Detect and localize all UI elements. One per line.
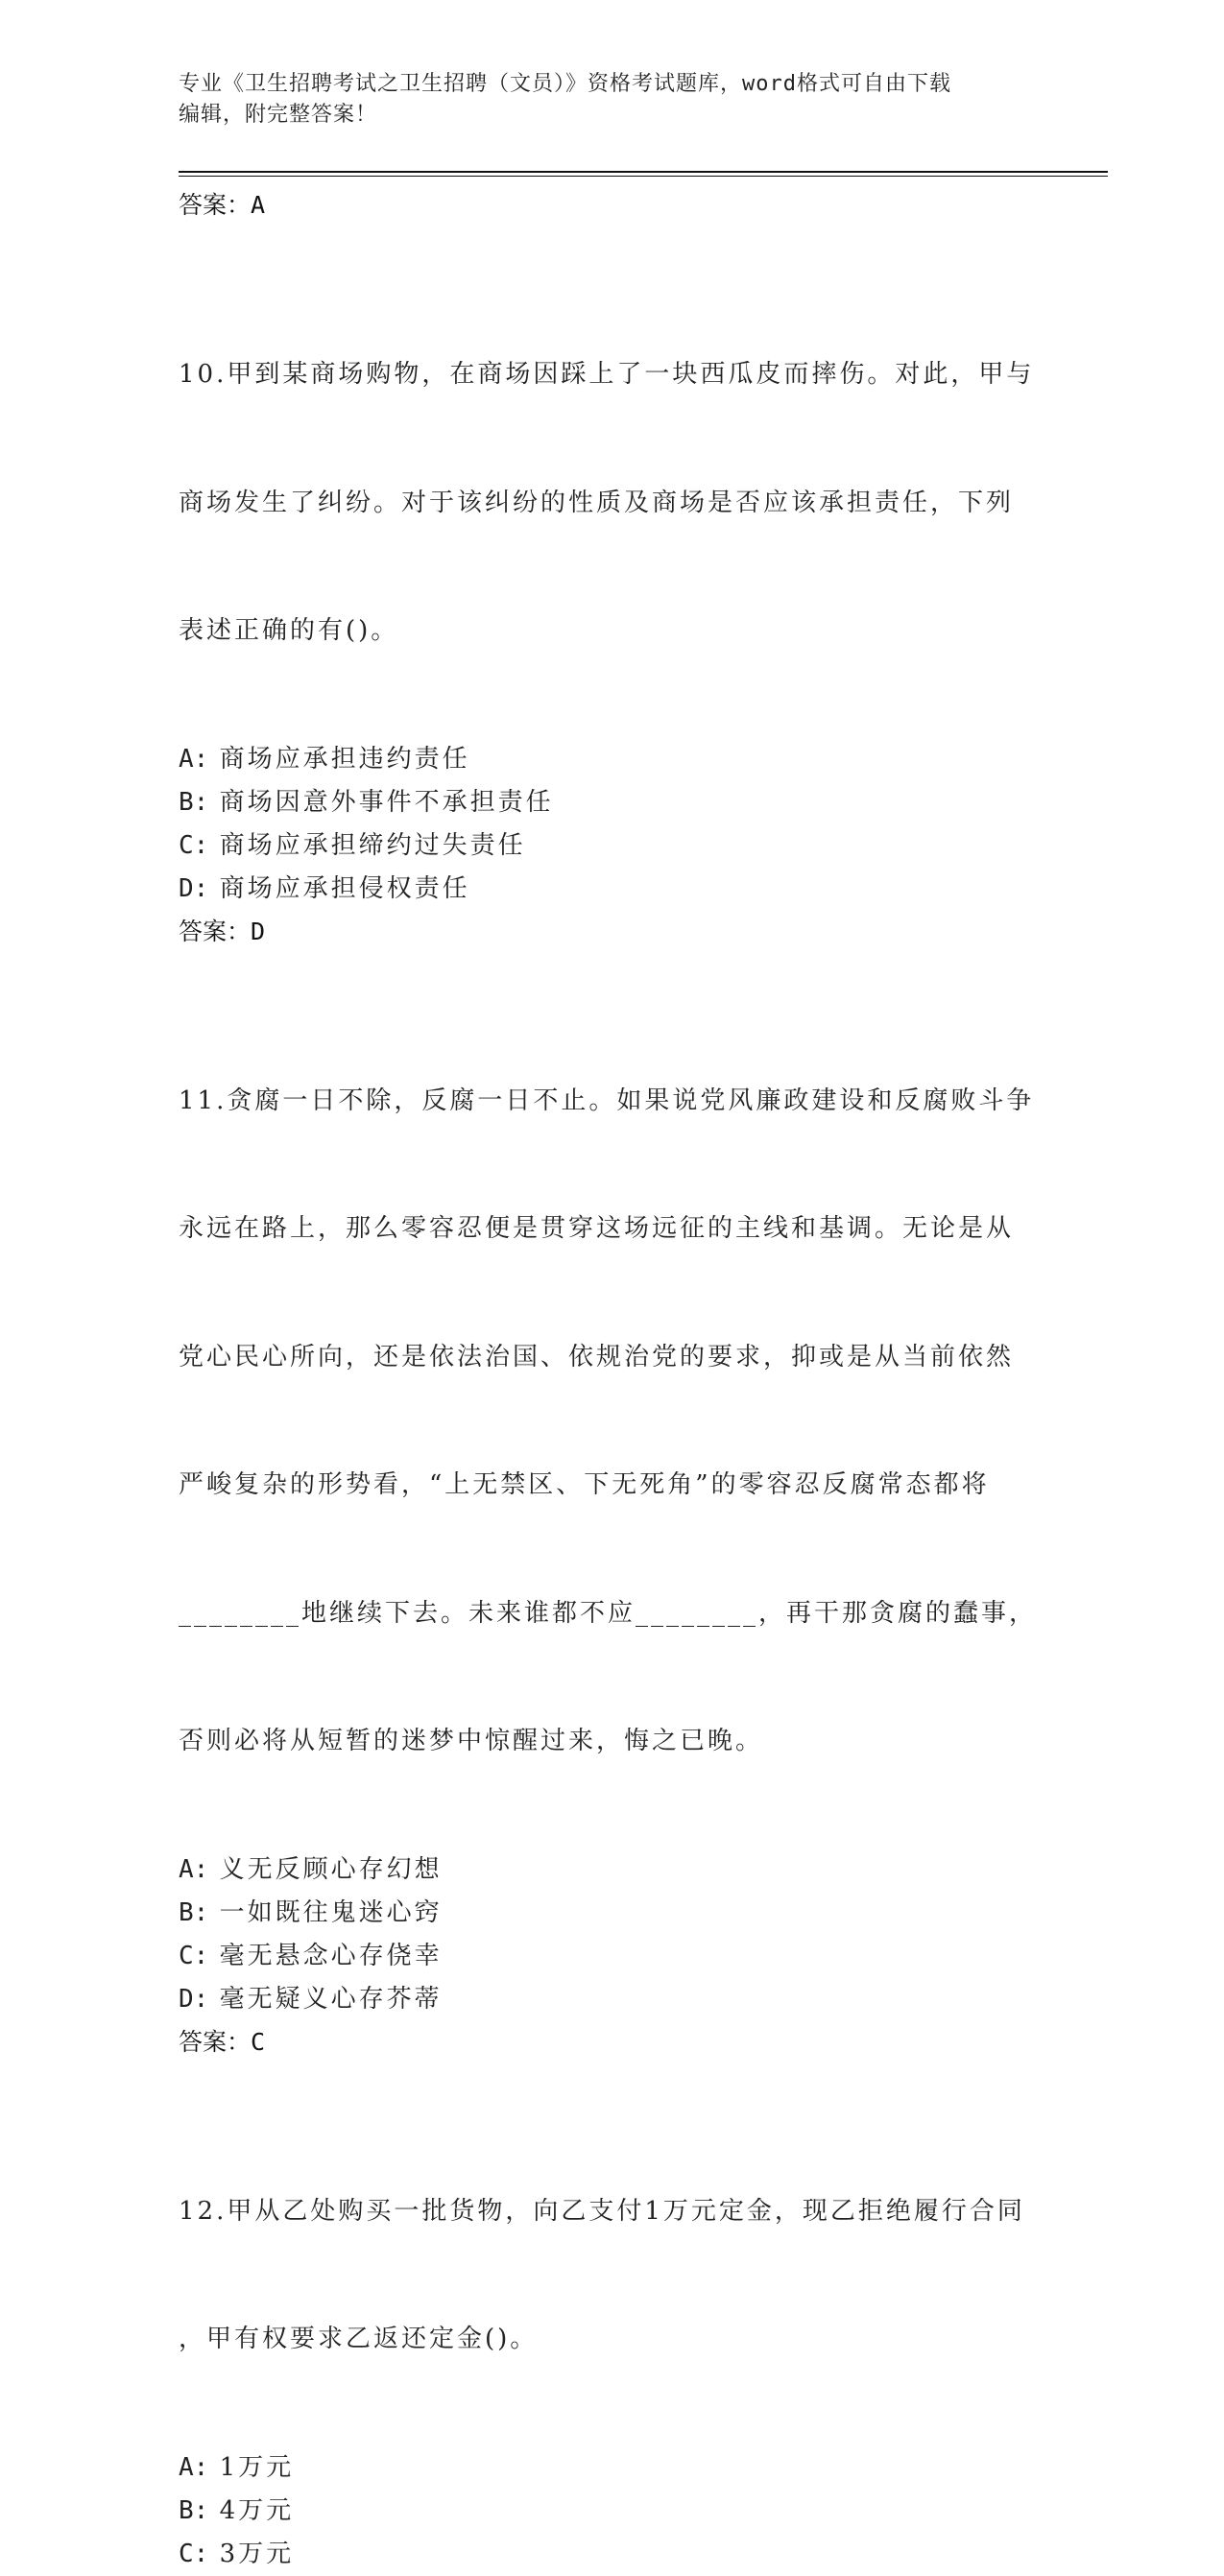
question-line: 党心民心所向，还是依法治国、依规治党的要求，抑或是从当前依然 [179, 1342, 1015, 1371]
option-text: 3万元 [219, 2539, 295, 2568]
document-body [179, 184, 1043, 2576]
header-rule-thin [179, 176, 1108, 177]
question-line: 永远在路上，那么零容忍便是贯穿这场远征的主线和基调。无论是从 [179, 1214, 1015, 1243]
option-text: 商场应承担缔约过失责任 [219, 830, 526, 860]
question-stem [179, 994, 1043, 1849]
option-key: A: [179, 2452, 209, 2482]
question-line: ________地继续下去。未来谁都不应________，再干那贪腐的蠢事， [179, 1598, 1038, 1628]
option-key: C: [179, 830, 209, 860]
header-line-1: 专业《卫生招聘考试之卫生招聘（文员）》资格考试题库，word格式可自由下载 [179, 72, 951, 96]
option-b [179, 1892, 1043, 1935]
question-11 [179, 994, 1043, 2063]
question-line: 表述正确的有()。 [179, 616, 399, 645]
question-line: 11.贪腐一日不除，反腐一日不止。如果说党风廉政建设和反腐败斗争 [179, 1085, 1035, 1115]
option-c [179, 1935, 1043, 1978]
option-key: C: [179, 1941, 209, 1970]
question-10 [179, 268, 1043, 953]
question-stem [179, 2105, 1043, 2446]
option-text: 商场应承担违约责任 [219, 744, 470, 774]
question-line: 严峻复杂的形势看，“上无禁区、下无死角”的零容忍反腐常态都将 [179, 1470, 990, 1499]
option-a [179, 738, 1043, 781]
option-key: B: [179, 1897, 209, 1927]
question-12 [179, 2105, 1043, 2576]
option-c [179, 2533, 1043, 2576]
option-key: A: [179, 744, 209, 774]
option-text: 商场因意外事件不承担责任 [219, 787, 554, 817]
option-key: C: [179, 2539, 209, 2568]
previous-answer: 答案：A [179, 191, 266, 219]
option-key: B: [179, 787, 209, 817]
option-text: 4万元 [219, 2495, 295, 2525]
answer: 答案：D [179, 917, 266, 945]
document-header [179, 69, 1043, 131]
question-line: 10.甲到某商场购物，在商场因踩上了一块西瓜皮而摔伤。对此，甲与 [179, 360, 1035, 389]
option-text: 1万元 [219, 2452, 295, 2482]
option-key: D: [179, 1984, 209, 2014]
question-line: 否则必将从短暂的迷梦中惊醒过来，悔之已晚。 [179, 1727, 764, 1755]
option-text: 商场应承担侵权责任 [219, 873, 470, 903]
question-line: 商场发生了纠纷。对于该纠纷的性质及商场是否应该承担责任，下列 [179, 488, 1015, 517]
option-key: D: [179, 873, 209, 903]
option-key: A: [179, 1854, 209, 1884]
option-text: 义无反顾心存幻想 [219, 1854, 443, 1884]
header-rule-thick [179, 171, 1108, 173]
header-line-2: 编辑，附完整答案！ [179, 103, 378, 127]
option-d [179, 1978, 1043, 2021]
question-stem [179, 268, 1043, 738]
option-a [179, 1849, 1043, 1892]
option-text: 毫无悬念心存侥幸 [219, 1941, 443, 1970]
option-text: 毫无疑义心存芥蒂 [219, 1984, 443, 2014]
option-d [179, 868, 1043, 911]
option-a [179, 2446, 1043, 2490]
answer: 答案：C [179, 2027, 266, 2056]
question-line: ，甲有权要求乙返还定金()。 [179, 2325, 539, 2353]
option-b [179, 2490, 1043, 2533]
option-text: 一如既往鬼迷心窍 [219, 1897, 443, 1927]
question-line: 12.甲从乙处购买一批货物，向乙支付1万元定金，现乙拒绝履行合同 [179, 2196, 1025, 2226]
option-b [179, 781, 1043, 824]
option-c [179, 824, 1043, 868]
option-key: B: [179, 2495, 209, 2525]
